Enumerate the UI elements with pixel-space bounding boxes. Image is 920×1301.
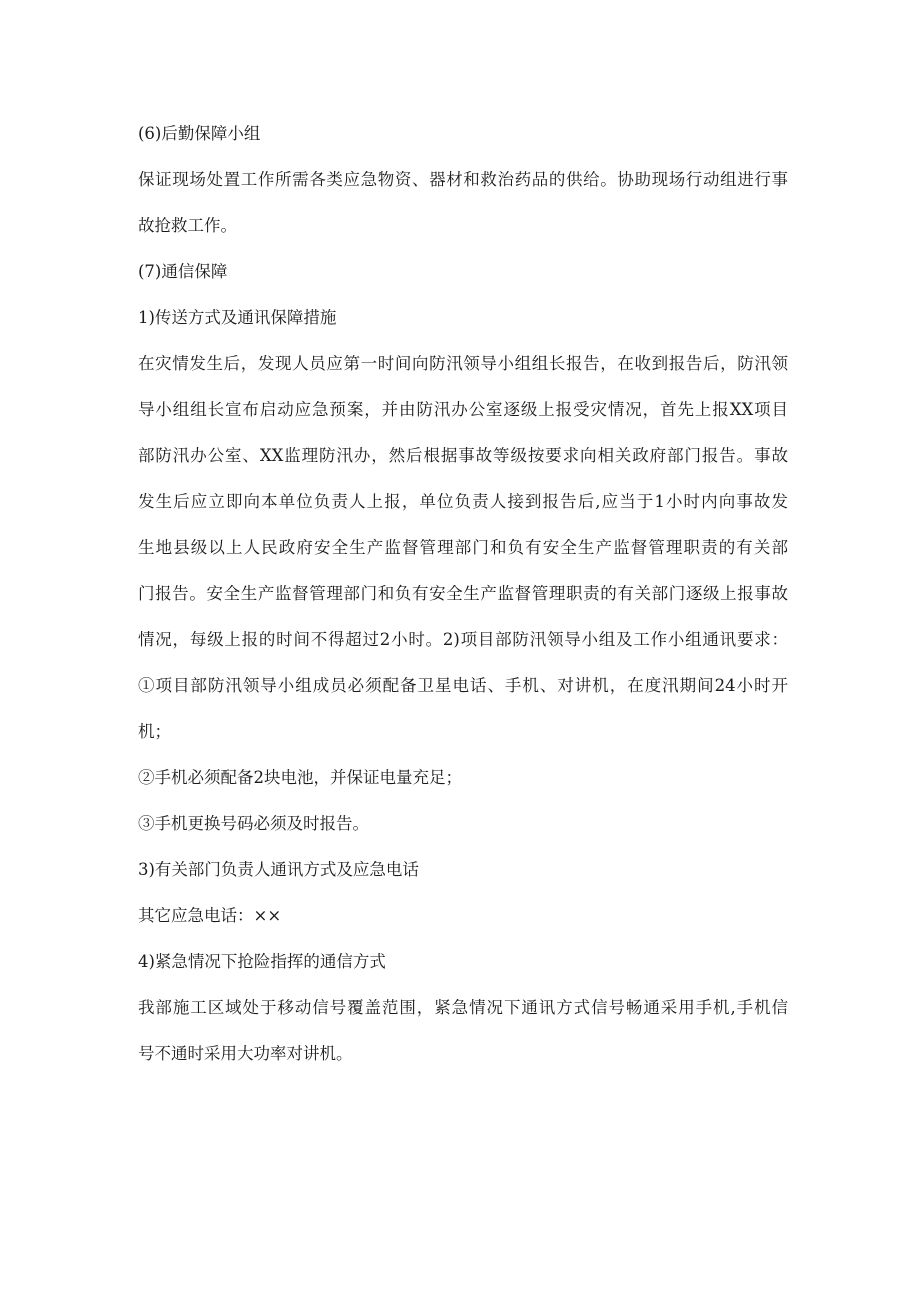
paragraph-line: 故抢救工作。: [138, 216, 237, 235]
paragraph-line: 情况，每级上报的时间不得超过2小时。2)项目部防汛领导小组及工作小组通讯要求：: [138, 630, 788, 649]
heading-logistics-team: (6)后勤保障小组: [138, 124, 261, 143]
list-item: ②手机必须配备2块电池，并保证电量充足；: [138, 768, 462, 787]
paragraph-line: 我部施工区域处于移动信号覆盖范围，紧急情况下通讯方式信号畅通采用手机,手机信: [138, 998, 788, 1017]
subheading-transmission-methods: 1)传送方式及通讯保障措施: [138, 308, 337, 327]
subheading-contact-info: 3)有关部门负责人通讯方式及应急电话: [138, 860, 419, 879]
paragraph-line: 部防汛办公室、XX监理防汛办，然后根据事故等级按要求向相关政府部门报告。事故: [138, 446, 788, 465]
paragraph-line: 保证现场处置工作所需各类应急物资、器材和救治药品的供给。协助现场行动组进行事: [138, 170, 788, 189]
paragraph-line: 在灾情发生后，发现人员应第一时间向防汛领导小组组长报告，在收到报告后，防汛领: [138, 354, 788, 373]
document-body: [138, 111, 788, 1077]
paragraph-line: 号不通时采用大功率对讲机。: [138, 1044, 353, 1063]
paragraph-line: 发生后应立即向本单位负责人上报，单位负责人接到报告后,应当于1小时内向事故发: [138, 492, 788, 511]
paragraph-line: 门报告。安全生产监督管理部门和负有安全生产监督管理职责的有关部门逐级上报事故: [138, 584, 788, 603]
list-item: ③手机更换号码必须及时报告。: [138, 814, 369, 833]
list-item-line: ①项目部防汛领导小组成员必须配备卫星电话、手机、对讲机，在度汛期间24小时开: [138, 676, 788, 695]
paragraph-line: 导小组组长宣布启动应急预案，并由防汛办公室逐级上报受灾情况，首先上报XX项目: [138, 400, 788, 419]
heading-communication-support: (7)通信保障: [138, 262, 228, 281]
subheading-emergency-communication: 4)紧急情况下抢险指挥的通信方式: [138, 952, 386, 971]
emergency-phone-line: 其它应急电话：××: [138, 906, 282, 925]
paragraph-line: 生地县级以上人民政府安全生产监督管理部门和负有安全生产监督管理职责的有关部: [138, 538, 788, 557]
list-item-line: 机；: [138, 722, 171, 741]
